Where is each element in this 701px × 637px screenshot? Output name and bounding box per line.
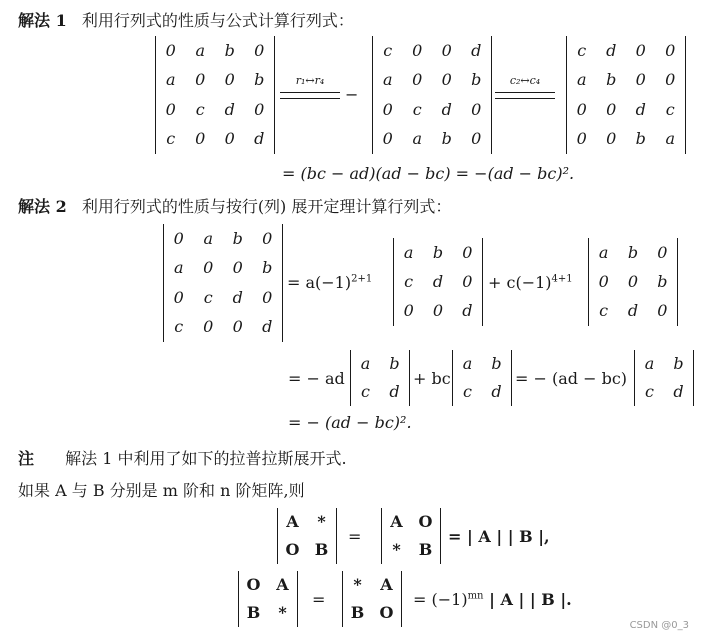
matrix-cell: d (462, 301, 473, 321)
matrix-cell: 0 (403, 301, 414, 321)
matrix-cell: O (246, 575, 261, 594)
matrix-cell: c (195, 99, 205, 119)
matrix-cell: 0 (165, 40, 176, 60)
matrix-cell: 0 (254, 40, 265, 60)
matrix-cell: 0 (635, 70, 646, 90)
matrix-cell: 0 (576, 129, 587, 149)
matrix-cell: b (224, 40, 235, 60)
det-m7 (350, 350, 410, 406)
matrix-cell: 0 (165, 99, 176, 119)
matrix-cell: * (392, 540, 401, 559)
matrix-cell: O (379, 603, 394, 622)
matrix-cell: * (317, 512, 326, 531)
matrix-cell: B (246, 603, 261, 622)
line2-b: + bc (413, 369, 451, 388)
det-l3 (238, 571, 298, 627)
matrix-cell: 0 (665, 40, 676, 60)
watermark: CSDN @0_3 (629, 620, 689, 631)
matrix-cell: c (665, 99, 675, 119)
matrix-cell: O (285, 540, 300, 559)
matrix-cell: 0 (173, 228, 184, 248)
matrix-cell: d (635, 99, 646, 119)
matrix-cell: 0 (262, 228, 273, 248)
matrix-cell: a (360, 354, 371, 373)
matrix-cell: d (232, 287, 243, 307)
matrix-cell: 0 (598, 272, 609, 291)
matrix-cell: c (412, 99, 422, 119)
result-line-1: = (bc − ad)(ad − bc) = −(ad − bc)². (282, 164, 575, 183)
matrix-cell: 0 (203, 258, 214, 278)
matrix-cell: a (665, 129, 676, 149)
lap2-eq2-text: = (−1) (413, 590, 468, 609)
matrix-cell: d (441, 99, 452, 119)
col-swap-label: c₂↔c₄ (509, 74, 541, 87)
expansion-c (488, 273, 573, 292)
matrix-cell: b (232, 228, 243, 248)
matrix-cell: A (276, 575, 289, 594)
matrix-cell: 0 (195, 129, 206, 149)
lap2-exponent: mn (467, 590, 484, 602)
heading-2-label: 解法 2 (18, 197, 67, 216)
lap2-eq1: = (312, 590, 326, 609)
lap1-eq2: = | A | | B |, (448, 527, 550, 546)
matrix-cell: d (389, 382, 400, 401)
matrix-cell: 0 (262, 287, 273, 307)
matrix-cell: a (412, 129, 423, 149)
matrix-cell: 0 (606, 129, 617, 149)
matrix-cell: B (418, 540, 433, 559)
matrix-cell: a (462, 354, 473, 373)
matrix-cell: b (657, 272, 668, 291)
matrix-cell: d (432, 272, 444, 291)
matrix-cell: c (599, 301, 609, 321)
lap2-eq2 (413, 590, 572, 609)
matrix-cell: b (673, 354, 684, 373)
matrix-cell: 0 (657, 301, 668, 321)
line2-c: = − (ad − bc) (515, 369, 628, 388)
matrix-cell: b (627, 242, 639, 262)
note-line (18, 446, 347, 469)
matrix-cell: A (286, 512, 299, 531)
note2-text: 如果 A 与 B 分别是 m 阶和 n 阶矩阵,则 (18, 481, 305, 500)
matrix-cell: 0 (173, 287, 184, 307)
matrix-cell: c (463, 382, 472, 401)
heading-1-label: 解法 1 (18, 11, 67, 30)
matrix-cell: 0 (627, 272, 639, 291)
matrix-cell: 0 (471, 129, 482, 149)
matrix-cell: 0 (441, 70, 452, 90)
matrix-cell: 0 (665, 70, 676, 90)
matrix-cell: c (645, 382, 654, 401)
matrix-cell: d (606, 40, 617, 60)
note-label: 注 (18, 449, 35, 468)
matrix-cell: 0 (224, 70, 235, 90)
matrix-cell: b (254, 70, 265, 90)
minus-sign: − (345, 85, 359, 104)
matrix-cell: c (404, 272, 414, 291)
lap2-tail: | A | | B |. (483, 590, 572, 609)
matrix-cell: 0 (382, 99, 393, 119)
matrix-cell: b (471, 70, 482, 90)
det-l2 (381, 508, 441, 564)
matrix-cell: d (254, 129, 265, 149)
det-l1 (277, 508, 337, 564)
matrix-cell: 0 (657, 242, 668, 262)
matrix-cell: 0 (576, 99, 587, 119)
det-m1 (155, 36, 275, 154)
matrix-cell: B (350, 603, 365, 622)
matrix-cell: 0 (412, 70, 423, 90)
matrix-cell: d (491, 382, 502, 401)
det-m2 (372, 36, 492, 154)
matrix-cell: b (606, 70, 617, 90)
matrix-cell: c (166, 129, 176, 149)
lap1-eq1: = (348, 527, 362, 546)
det-m9 (634, 350, 694, 406)
matrix-cell: a (173, 258, 184, 278)
matrix-cell: a (598, 242, 609, 262)
matrix-cell: a (165, 70, 176, 90)
matrix-cell: d (627, 301, 639, 321)
matrix-cell: 0 (462, 242, 473, 262)
note2-line (18, 478, 305, 501)
matrix-cell: 0 (412, 40, 423, 60)
matrix-cell: 0 (232, 258, 243, 278)
matrix-cell: A (380, 575, 393, 594)
matrix-cell: 0 (471, 99, 482, 119)
matrix-cell: 0 (635, 40, 646, 60)
matrix-cell: a (403, 242, 414, 262)
matrix-cell: * (353, 575, 362, 594)
matrix-cell: b (432, 242, 444, 262)
note-text: 解法 1 中利用了如下的拉普拉斯展开式. (65, 449, 347, 468)
row-swap-label: r₁↔r₄ (295, 74, 325, 87)
matrix-cell: d (224, 99, 235, 119)
matrix-cell: a (576, 70, 587, 90)
matrix-cell: 0 (441, 40, 452, 60)
matrix-cell: b (389, 354, 400, 373)
matrix-cell: b (441, 129, 452, 149)
line2-a: = − ad (288, 369, 345, 388)
matrix-cell: b (635, 129, 646, 149)
matrix-cell: a (644, 354, 655, 373)
matrix-cell: 0 (195, 70, 206, 90)
matrix-cell: c (174, 317, 184, 337)
heading-1 (18, 8, 354, 31)
matrix-cell: a (195, 40, 206, 60)
expansion-a (287, 273, 372, 292)
det-l4 (342, 571, 402, 627)
matrix-cell: d (262, 317, 273, 337)
matrix-cell: 0 (606, 99, 617, 119)
expansion-a-text: = a(−1) (287, 273, 352, 292)
det-m3 (566, 36, 686, 154)
col-swap-arrow (495, 92, 555, 99)
matrix-cell: b (262, 258, 273, 278)
matrix-cell: 0 (224, 129, 235, 149)
matrix-cell: d (673, 382, 684, 401)
matrix-cell: a (203, 228, 214, 248)
matrix-cell: O (418, 512, 433, 531)
matrix-cell: a (382, 70, 393, 90)
det-m6 (588, 238, 678, 326)
matrix-cell: 0 (232, 317, 243, 337)
heading-1-text: 利用行列式的性质与公式计算行列式： (81, 11, 354, 30)
heading-2 (18, 194, 451, 217)
det-m4 (163, 224, 283, 342)
expansion-a-exponent: 2+1 (351, 273, 373, 285)
matrix-cell: 0 (254, 99, 265, 119)
matrix-cell: c (203, 287, 213, 307)
expansion-c-text: + c(−1) (488, 273, 552, 292)
matrix-cell: b (491, 354, 502, 373)
matrix-cell: d (471, 40, 482, 60)
matrix-cell: c (361, 382, 370, 401)
matrix-cell: 0 (203, 317, 214, 337)
matrix-cell: 0 (462, 272, 473, 291)
matrix-cell: A (390, 512, 403, 531)
row-swap-arrow (280, 92, 340, 99)
det-m8 (452, 350, 512, 406)
result-line-3: = − (ad − bc)². (288, 413, 412, 432)
det-m5 (393, 238, 483, 326)
heading-2-text: 利用行列式的性质与按行(列) 展开定理计算行列式： (81, 197, 452, 216)
expansion-c-exponent: 4+1 (551, 273, 573, 285)
matrix-cell: 0 (382, 129, 393, 149)
matrix-cell: B (314, 540, 329, 559)
matrix-cell: c (383, 40, 393, 60)
matrix-cell: c (577, 40, 587, 60)
matrix-cell: 0 (432, 301, 444, 321)
matrix-cell: * (278, 603, 287, 622)
